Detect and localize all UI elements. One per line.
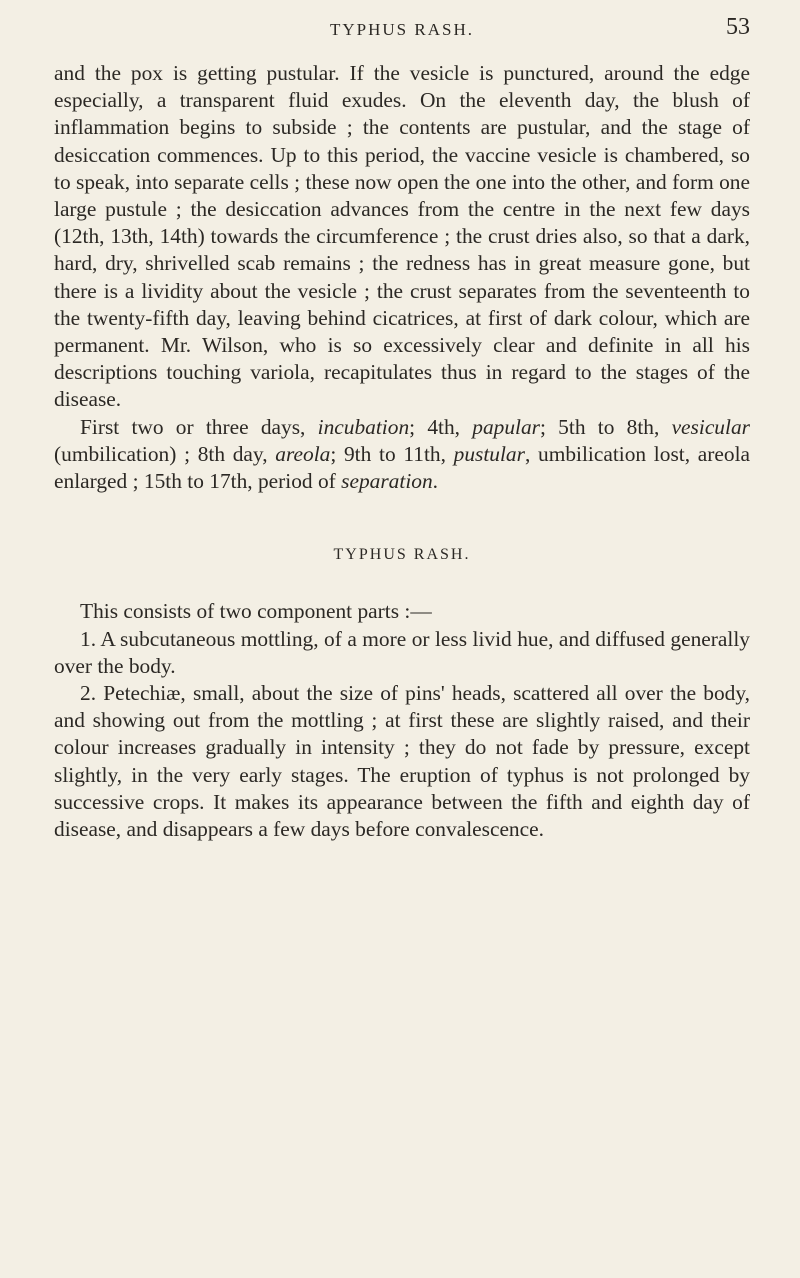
paragraph-recapitulation [54, 414, 750, 496]
list-item-petechiae: 2. Petechiæ, small, about the size of pins' heads, scattered all over the body, and showing out from the mottling ; at first these are slightly raised, and their colour increases gradually in intensity ; they do not fade by pressure, except slightly, in the very early stages. The eruption of typhus is not prolonged by successive crops. It makes its appearance between the fifth and eighth day of disease, and disappears a few days before convalescence. [54, 681, 750, 842]
recap-term-pustular: pustular [453, 441, 525, 466]
recap-term-vesicular: vesicular [671, 414, 750, 439]
recap-text-4: (umbilication) ; 8th day, [54, 441, 276, 466]
running-header [54, 0, 750, 52]
recap-text-6: , umbilication lost, areola enlarged ; 15th to 17th, period of [54, 441, 751, 494]
recap-text-2: ; 4th, [409, 414, 473, 439]
recap-term-papular: papular [472, 414, 540, 439]
recap-term-areola: areola [275, 441, 331, 466]
list-item-mottling: 1. A subcutaneous mottling, of a more or less livid hue, and diffused generally over the body. [54, 626, 750, 678]
page-number: 53 [726, 14, 750, 40]
recap-text-5: ; 9th to 11th, [330, 441, 454, 466]
body-text [54, 60, 750, 843]
paragraph-vaccine-stages: and the pox is getting pustular. If the vesicle is punctured, around the edge especially, a transparent fluid exudes. On the eleventh day, the blush of inflammation begins to subside ; the contents are pustular, and the stage of desiccation commences. Up to this period, the vaccine vesicle is chambered, so to speak, into separate cells ; these now open the one into the other, and form one large pustule ; the desiccation advances from the centre in the next few days (12th, 13th, 14th) towards the circumference ; the crust dries also, so that a dark, hard, dry, shrivelled scab remains ; the redness has in great measure gone, but there is a lividity about the vesicle ; the crust separates from the seventeenth to the twenty-fifth day, leaving behind cicatrices, at first of dark colour, which are permanent. Mr. Wilson, who is so excessively clear and definite in all his descriptions touching variola, recapitulates thus in regard to the stages of the disease. [54, 61, 750, 412]
recap-term-incubation: incubation [317, 414, 410, 439]
recap-text-1: First two or three days, [80, 414, 318, 439]
running-title: TYPHUS RASH. [330, 20, 474, 39]
recap-text-7: . [432, 469, 439, 494]
recap-text-3: ; 5th to 8th, [540, 414, 672, 439]
recap-term-separation: separation [341, 469, 433, 494]
section-intro: This consists of two component parts :— [80, 599, 432, 624]
section-heading: TYPHUS RASH. [333, 546, 471, 564]
